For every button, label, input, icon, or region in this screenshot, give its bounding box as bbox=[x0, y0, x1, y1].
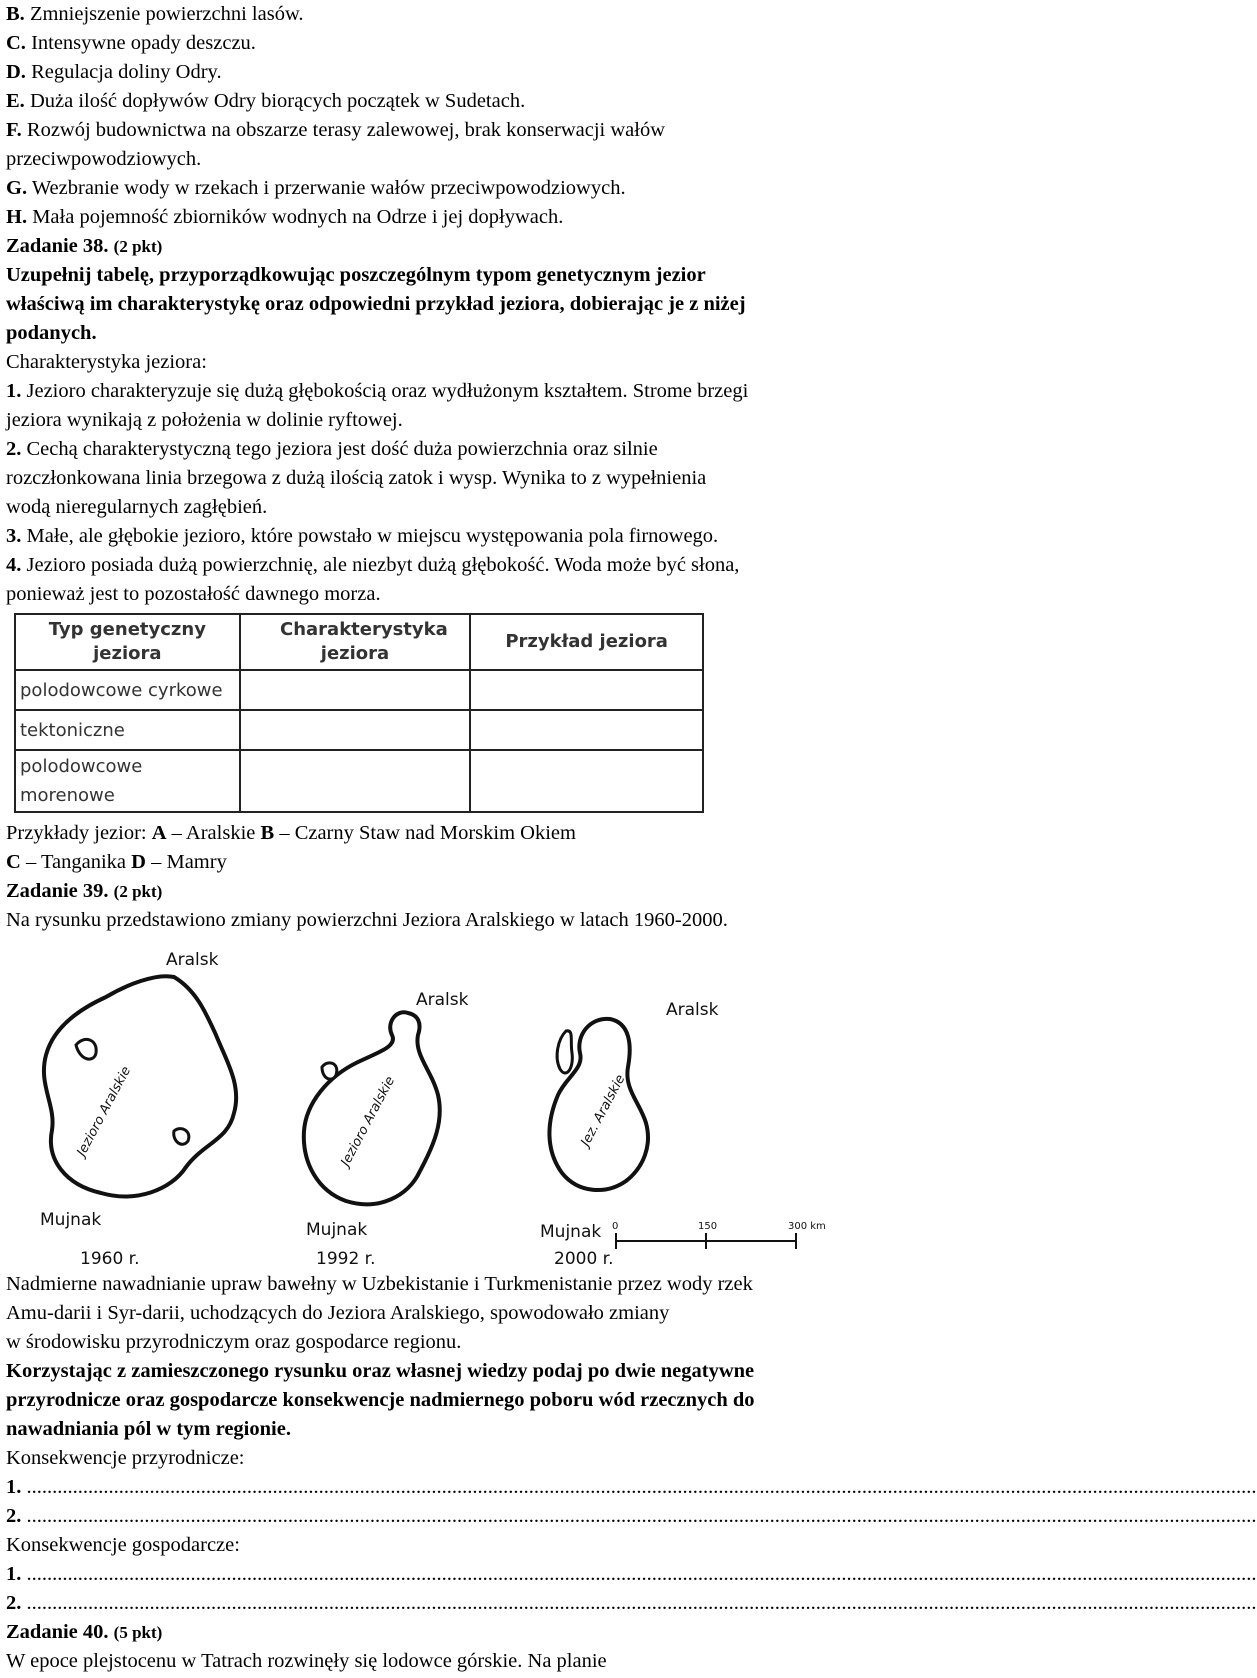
map-2000-top-city: Aralsk bbox=[666, 1000, 719, 1020]
header-type: Typ genetyczny jeziora bbox=[15, 614, 240, 670]
characteristic-answer-cell[interactable] bbox=[240, 710, 471, 750]
option-letter: G. bbox=[6, 177, 28, 199]
example-answer-cell[interactable] bbox=[470, 670, 703, 710]
task-40-title: Zadanie 40. bbox=[6, 1621, 109, 1643]
task-38-instruction-1: Uzupełnij tabelę, przyporządkowując poszczególnym typom genetycznym jezior bbox=[6, 264, 706, 286]
task-38-instruction-2: właściwą im charakterystykę oraz odpowiedni przykład jeziora, dobierając je z niżej bbox=[6, 293, 746, 315]
task-39-header bbox=[6, 877, 954, 906]
natural-consequences-heading: Konsekwencje przyrodnicze: bbox=[6, 1447, 245, 1469]
answer-dots: ................................................................................................................................................................................................................................................ bbox=[26, 1592, 1257, 1614]
island-1992 bbox=[322, 1063, 337, 1079]
scale-tick-150: 150 bbox=[698, 1221, 718, 1232]
dash: – bbox=[279, 822, 290, 844]
example-letter-d: D bbox=[131, 851, 146, 873]
map-1960-year: 1960 r. bbox=[80, 1249, 140, 1269]
answer-option bbox=[6, 203, 954, 232]
document-page bbox=[6, 0, 1257, 1676]
characteristic-answer-cell[interactable] bbox=[240, 670, 471, 710]
option-text: Zmniejszenie powierzchni lasów. bbox=[29, 3, 304, 25]
characteristic-item-line bbox=[6, 551, 954, 580]
task-39 bbox=[6, 877, 1257, 1618]
option-letter: B. bbox=[6, 3, 25, 25]
map-1992-bottom-city: Mujnak bbox=[306, 1220, 368, 1240]
table-row bbox=[15, 750, 703, 812]
example-answer-cell[interactable] bbox=[470, 750, 703, 812]
examples-label: Przykłady jezior: bbox=[6, 822, 147, 844]
dash: – bbox=[151, 851, 162, 873]
example-letter-b: B bbox=[260, 822, 275, 844]
task-39-intro: Na rysunku przedstawiono zmiany powierzchni Jeziora Aralskiego w latach 1960-2000. bbox=[6, 909, 728, 931]
map-2000 bbox=[540, 1000, 719, 1269]
option-text: Regulacja doliny Odry. bbox=[31, 61, 222, 83]
characteristic-item-line bbox=[6, 580, 954, 609]
task-39-title: Zadanie 39. bbox=[6, 880, 109, 902]
characteristic-item-line bbox=[6, 377, 954, 406]
island-1960 bbox=[174, 1129, 189, 1145]
characteristic-text: rozczłonkowana linia brzegowa z dużą ilością zatok i wysp. Wynika to z wypełnienia bbox=[6, 467, 707, 489]
answer-num: 1. bbox=[6, 1563, 22, 1585]
answer-option bbox=[6, 0, 954, 29]
task-40-points: (5 pkt) bbox=[113, 1623, 163, 1642]
lake-type-cell: tektoniczne bbox=[15, 710, 240, 750]
aral-sea-maps bbox=[6, 935, 946, 1270]
option-text: Rozwój budownictwa na obszarze terasy zalewowej, brak konserwacji wałów bbox=[26, 119, 666, 141]
example-name-b: Czarny Staw nad Morskim Okiem bbox=[294, 822, 576, 844]
map-2000-year: 2000 r. bbox=[554, 1249, 614, 1269]
characteristic-item-line bbox=[6, 406, 954, 435]
option-letter: F. bbox=[6, 119, 22, 141]
map-1992-year: 1992 r. bbox=[316, 1249, 376, 1269]
characteristic-number: 4. bbox=[6, 554, 22, 576]
option-letter: H. bbox=[6, 206, 28, 228]
scale-tick-0: 0 bbox=[612, 1221, 619, 1232]
scale-tick-300: 300 km bbox=[788, 1221, 826, 1232]
example-answer-cell[interactable] bbox=[470, 710, 703, 750]
answer-option bbox=[6, 116, 954, 145]
answer-line-natural-1[interactable] bbox=[6, 1473, 1257, 1502]
answer-option bbox=[6, 87, 954, 116]
economic-consequences-heading: Konsekwencje gospodarcze: bbox=[6, 1534, 240, 1556]
option-letter: C. bbox=[6, 32, 26, 54]
characteristic-number: 2. bbox=[6, 438, 22, 460]
map-2000-bottom-city: Mujnak bbox=[540, 1222, 602, 1242]
examples-line-1 bbox=[6, 819, 954, 848]
island-1960 bbox=[76, 1039, 96, 1059]
map-2000-lake-label: Jez. Aralskie bbox=[578, 1072, 629, 1149]
option-text: Mała pojemność zbiorników wodnych na Odrze i jej dopływach. bbox=[32, 206, 564, 228]
answer-num: 2. bbox=[6, 1505, 22, 1527]
dash: – bbox=[25, 851, 37, 873]
task-39-para-3: w środowisku przyrodniczym oraz gospodarce regionu. bbox=[6, 1331, 462, 1353]
answer-option bbox=[6, 58, 954, 87]
header-characteristic bbox=[240, 614, 471, 670]
example-name-d: Mamry bbox=[166, 851, 227, 873]
examples-line-2 bbox=[6, 848, 954, 877]
example-letter-c: C bbox=[6, 851, 21, 873]
lake-type-cell: polodowcowe morenowe bbox=[15, 750, 240, 812]
table-row bbox=[15, 670, 703, 710]
task-39-instruction-1: Korzystając z zamieszczonego rysunku oraz własnej wiedzy podaj po dwie negatywne bbox=[6, 1360, 755, 1382]
answer-line-economic-2[interactable] bbox=[6, 1589, 1257, 1618]
characteristic-item-line bbox=[6, 493, 954, 522]
scale-bar bbox=[612, 1221, 826, 1249]
answer-option bbox=[6, 145, 954, 174]
option-text: Wezbranie wody w rzekach i przerwanie wałów przeciwpowodziowych. bbox=[31, 177, 626, 199]
table-header-row bbox=[15, 614, 703, 670]
characteristic-text: Jezioro posiada dużą powierzchnię, ale niezbyt dużą głębokość. Woda może być słona, bbox=[26, 554, 740, 576]
example-name-a: Aralskie bbox=[185, 822, 256, 844]
task-39-para-1: Nadmierne nawadnianie upraw bawełny w Uzbekistanie i Turkmenistanie przez wody rzek bbox=[6, 1273, 753, 1295]
answer-option bbox=[6, 29, 954, 58]
characteristic-answer-cell[interactable] bbox=[240, 750, 471, 812]
map-1960 bbox=[40, 950, 236, 1269]
characteristic-text: wodą nieregularnych zagłębień. bbox=[6, 496, 268, 518]
characteristic-text: jeziora wynikają z położenia w dolinie ryftowej. bbox=[6, 409, 403, 431]
table-row bbox=[15, 710, 703, 750]
characteristic-item-line bbox=[6, 522, 954, 551]
task-38-title: Zadanie 38. bbox=[6, 235, 109, 257]
map-1992-top-city: Aralsk bbox=[416, 990, 469, 1010]
characteristic-text: ponieważ jest to pozostałość dawnego morza. bbox=[6, 583, 381, 605]
lake-table-body bbox=[15, 670, 703, 812]
map-1992-lake-label: Jezioro Aralskie bbox=[338, 1074, 399, 1169]
answer-option bbox=[6, 174, 954, 203]
task-39-points: (2 pkt) bbox=[113, 882, 163, 901]
map-1960-bottom-city: Mujnak bbox=[40, 1210, 102, 1230]
lake-shape-2000-west bbox=[557, 1031, 572, 1073]
characteristic-number: 1. bbox=[6, 380, 22, 402]
answer-num: 2. bbox=[6, 1592, 22, 1614]
option-letter: E. bbox=[6, 90, 25, 112]
task-38 bbox=[6, 232, 954, 877]
task-39-instruction-3: nawadniania pól w tym regionie. bbox=[6, 1418, 291, 1440]
answer-line-natural-2[interactable] bbox=[6, 1502, 1257, 1531]
answer-options bbox=[6, 0, 954, 232]
dash: – bbox=[171, 822, 182, 844]
characteristic-number: 3. bbox=[6, 525, 22, 547]
answer-num: 1. bbox=[6, 1476, 22, 1498]
characteristic-item-line bbox=[6, 464, 954, 493]
task-40-header bbox=[6, 1618, 954, 1647]
task-40 bbox=[6, 1618, 954, 1676]
lake-types-table bbox=[14, 613, 704, 813]
answer-dots: ................................................................................................................................................................................................................................................ bbox=[26, 1505, 1257, 1527]
task-40-text: W epoce plejstocenu w Tatrach rozwinęły się lodowce górskie. Na planie bbox=[6, 1650, 607, 1672]
option-text: Intensywne opady deszczu. bbox=[31, 32, 256, 54]
characteristic-text: Jezioro charakteryzuje się dużą głębokością oraz wydłużonym kształtem. Strome brzegi bbox=[26, 380, 749, 402]
task-38-instruction-3: podanych. bbox=[6, 322, 97, 344]
map-1992 bbox=[304, 990, 469, 1269]
map-1960-top-city: Aralsk bbox=[166, 950, 219, 970]
characteristic-item-line bbox=[6, 435, 954, 464]
answer-dots: ................................................................................................................................................................................................................................................ bbox=[26, 1563, 1257, 1585]
answer-line-economic-1[interactable] bbox=[6, 1560, 1257, 1589]
example-name-c: Tanganika bbox=[40, 851, 127, 873]
task-39-instruction-2: przyrodnicze oraz gospodarcze konsekwencje nadmiernego poboru wód rzecznych do bbox=[6, 1389, 755, 1411]
option-text: Duża ilość dopływów Odry biorących początek w Sudetach. bbox=[29, 90, 526, 112]
characteristics-heading: Charakterystyka jeziora: bbox=[6, 351, 207, 373]
task-39-para-2: Amu-darii i Syr-darii, uchodzących do Jeziora Aralskiego, spowodowało zmiany bbox=[6, 1302, 670, 1324]
map-1960-lake-label: Jezioro Aralskie bbox=[74, 1064, 135, 1159]
task-38-header bbox=[6, 232, 954, 261]
answer-dots: ................................................................................................................................................................................................................................................ bbox=[26, 1476, 1257, 1498]
header-characteristic-text: Charakterystyka jeziora bbox=[280, 619, 448, 664]
option-text: przeciwpowodziowych. bbox=[6, 148, 202, 170]
characteristic-text: Małe, ale głębokie jezioro, które powstało w miejscu występowania pola firnowego. bbox=[26, 525, 719, 547]
task-38-points: (2 pkt) bbox=[113, 237, 163, 256]
header-example: Przykład jeziora bbox=[470, 614, 703, 670]
example-letter-a: A bbox=[151, 822, 167, 844]
aral-sea-maps-figure bbox=[6, 935, 946, 1270]
characteristic-text: Cechą charakterystyczną tego jeziora jest dość duża powierzchnia oraz silnie bbox=[26, 438, 658, 460]
lake-type-cell: polodowcowe cyrkowe bbox=[15, 670, 240, 710]
option-letter: D. bbox=[6, 61, 26, 83]
characteristics-list bbox=[6, 377, 954, 609]
lake-shape-1960 bbox=[44, 976, 236, 1196]
